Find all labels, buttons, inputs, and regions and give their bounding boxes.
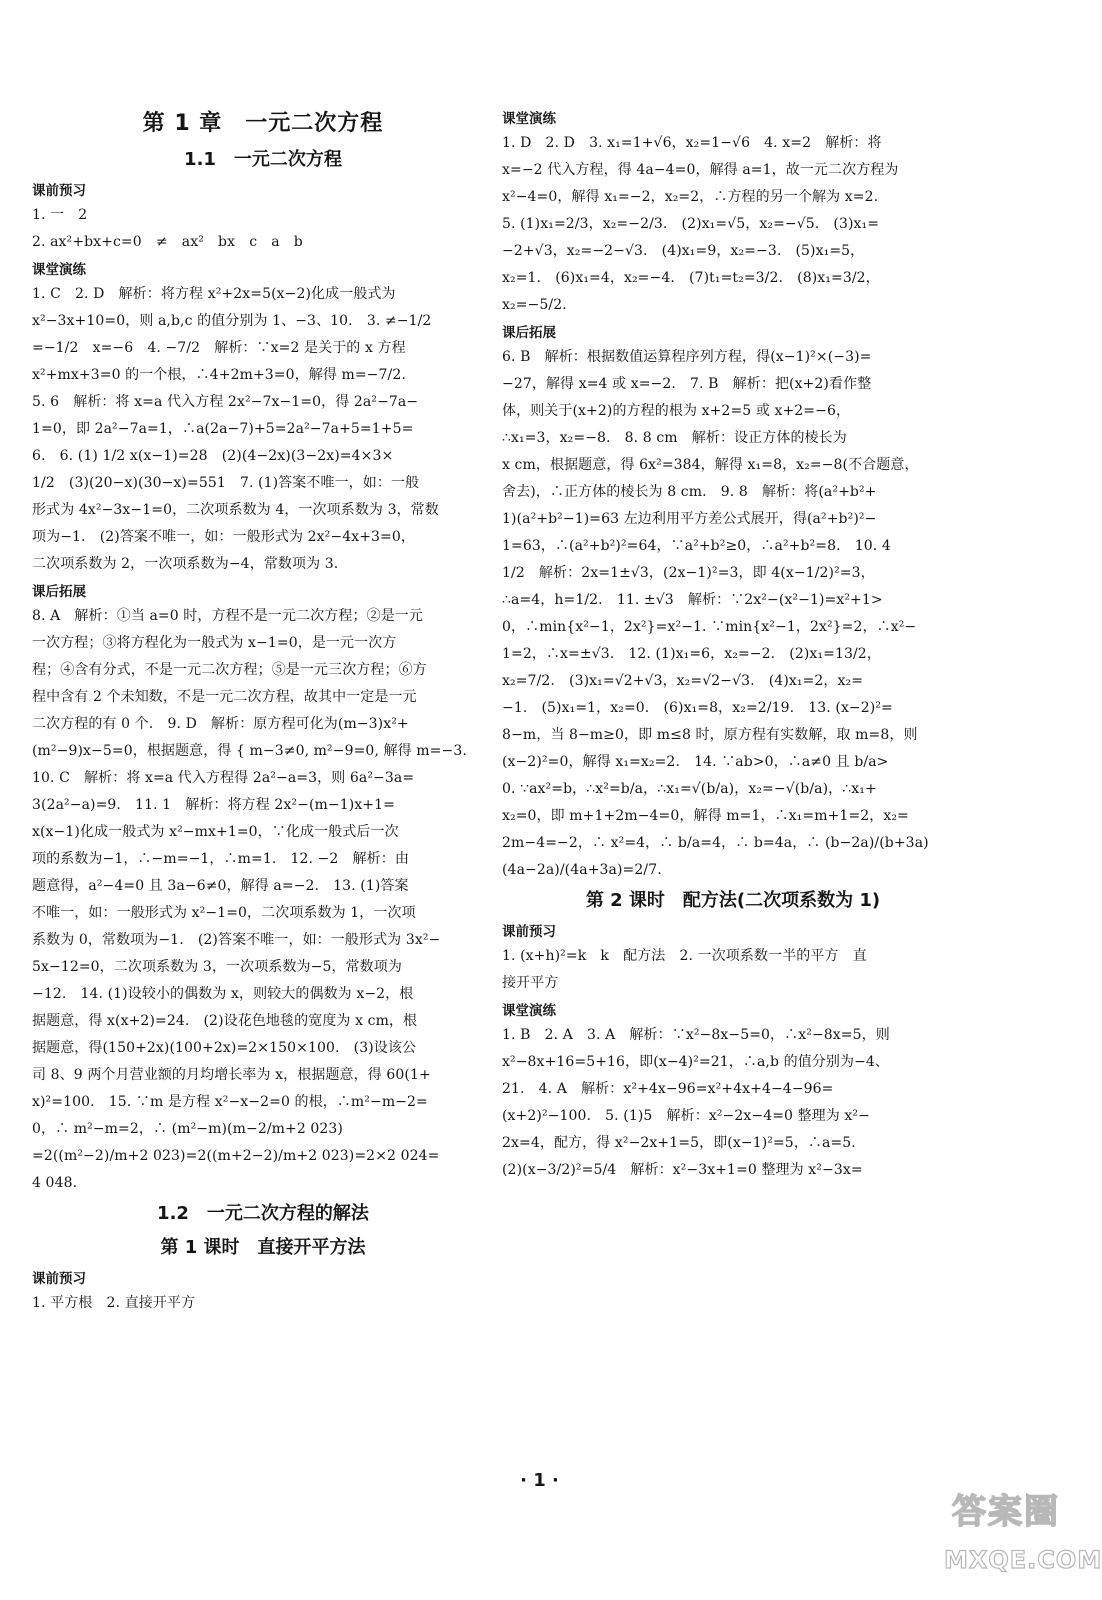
- text-line: 1. (x+h)²=k k 配方法 2. 一次项系数一半的平方 直: [502, 948, 867, 964]
- class-practice-answers-right: [502, 130, 964, 319]
- text-line: 司 8、9 两个月营业额的月均增长率为 x，根据题意，得 60(1+: [32, 1067, 431, 1083]
- text-line: 21. 4. A 解析：x²+4x−96=x²+4x+4−4−96=: [502, 1081, 834, 1097]
- pre-study-answers-right: [502, 943, 964, 997]
- chapter-title: 第 1 章 一元二次方程: [142, 111, 384, 136]
- text-line: x(x−1)化成一般式为 x²−mx+1=0，∵化成一般式后一次: [32, 824, 399, 840]
- text-line: 6. B 解析：根据数值运算程序列方程，得(x−1)²×(−3)=: [502, 349, 872, 365]
- text-line: 0，∴min{x²−1，2x²}=x²−1. ∵min{x²−1，2x²}=2，∴x²−: [502, 619, 917, 635]
- text-line: ∴a=4，h=1/2. 11. ±√3 解析：∵2x²−(x²−1)=x²+1>: [502, 592, 883, 608]
- text-line: −2+√3，x₂=−2−√3. (4)x₁=9，x₂=−3. (5)x₁=5，: [502, 243, 865, 259]
- left-column: [32, 105, 494, 1317]
- text-line: 程；④含有分式，不是一元二次方程；⑤是一元三次方程；⑥方: [32, 662, 427, 678]
- subheading-pre-study-right: 课前预习: [502, 924, 556, 940]
- class-practice-answers: [32, 281, 494, 578]
- after-class-answers: [32, 603, 494, 1197]
- text-line: 1. D 2. D 3. x₁=1+√6，x₂=1−√6 4. x=2 解析：将: [502, 135, 882, 151]
- text-line: 8−m，当 8−m≥0，即 m≤8 时，原方程有实数解，取 m=8，则: [502, 727, 918, 743]
- text-line: 5. 6 解析：将 x=a 代入方程 2x²−7x−1=0，得 2a²−7a−: [32, 394, 419, 410]
- text-line: 2. ax²+bx+c=0 ≠ ax² bx c a b: [32, 234, 303, 250]
- text-line: 二次方程的有 0 个. 9. D 解析：原方程可化为(m−3)x²+: [32, 716, 409, 732]
- page-number: · 1 ·: [520, 1470, 559, 1491]
- lesson-title-2: 第 2 课时 配方法(二次项系数为 1): [585, 890, 881, 911]
- text-line: 舍去)，∴正方体的棱长为 8 cm. 9. 8 解析：将(a²+b²+: [502, 484, 877, 500]
- text-line: x₂=−5/2.: [502, 297, 567, 313]
- text-line: x²+mx+3=0 的一个根，∴4+2m+3=0，解得 m=−7/2.: [32, 367, 406, 383]
- text-line: 据题意，得(150+2x)(100+2x)=2×150×100. (3)设该公: [32, 1040, 417, 1056]
- text-line: (x−2)²=0，解得 x₁=x₂=2. 14. ∵ab>0，∴a≠0 且 b/a>: [502, 754, 889, 770]
- text-line: x²−3x+10=0，则 a,b,c 的值分别为 1、−3、10. 3. ≠−1/2: [32, 313, 432, 329]
- text-line: x₂=7/2. (3)x₁=√2+√3，x₂=√2−√3. (4)x₁=2，x₂=: [502, 673, 864, 689]
- text-line: 0. ∵ax²=b，∴x²=b/a，∴x₁=√(b/a)，x₂=−√(b/a)，∴x₁+: [502, 781, 877, 797]
- pre-study-answers-2: [32, 1290, 494, 1317]
- pre-study-answers: [32, 202, 494, 256]
- subheading-class-practice-right: 课堂演练: [502, 111, 556, 127]
- text-line: 项的系数为−1，∴−m=−1，∴m=1. 12. −2 解析：由: [32, 851, 409, 867]
- subheading-class-practice-right-2: 课堂演练: [502, 1003, 556, 1019]
- watermark-text: 答案圈: [952, 1492, 1060, 1532]
- text-line: 1=63，∴(a²+b²)²=64，∵a²+b²≥0，∴a²+b²=8. 10. 4: [502, 538, 891, 554]
- text-line: x²−4=0，解得 x₁=−2，x₂=2，∴方程的另一个解为 x=2.: [502, 189, 879, 205]
- text-line: x₂=0，即 m+1+2m−4=0，解得 m=1，∴x₁=m+1=2，x₂=: [502, 808, 909, 824]
- after-class-answers-right: [502, 344, 964, 884]
- text-line: 不唯一，如：一般形式为 x²−1=0，二次项系数为 1，一次项: [32, 905, 416, 921]
- text-line: 项为−1. (2)答案不唯一，如：一般形式为 2x²−4x+3=0，: [32, 529, 415, 545]
- text-line: 5x−12=0，二次项系数为 3，一次项系数为−5，常数项为: [32, 959, 402, 975]
- right-column: [502, 105, 964, 1184]
- text-line: 1=0，即 2a²−7a=1，∴a(2a−7)+5=2a²−7a+5=1+5=: [32, 421, 414, 437]
- subheading-class-practice: 课堂演练: [32, 262, 86, 278]
- text-line: 1)(a²+b²−1)=63 左边利用平方差公式展开，得(a²+b²)²−: [502, 511, 877, 527]
- text-line: 题意得，a²−4=0 且 3a−6≠0，解得 a=−2. 13. (1)答案: [32, 878, 409, 894]
- text-line: 1. B 2. A 3. A 解析：∵x²−8x−5=0，∴x²−8x=5，则: [502, 1027, 890, 1043]
- text-line: 10. C 解析：将 x=a 代入方程得 2a²−a=3，则 6a²−3a=: [32, 770, 415, 786]
- text-line: x cm，根据题意，得 6x²=384，解得 x₁=8，x₂=−8(不合题意，: [502, 457, 919, 473]
- text-line: −12. 14. (1)设较小的偶数为 x，则较大的偶数为 x−2，根: [32, 986, 414, 1002]
- text-line: (2)(x−3/2)²=5/4 解析：x²−3x+1=0 整理为 x²−3x=: [502, 1162, 863, 1178]
- text-line: 系数为 0，常数项为−1. (2)答案不唯一，如：一般形式为 3x²−: [32, 932, 441, 948]
- text-line: 接开平方: [502, 975, 559, 991]
- text-line: −1. (5)x₁=1，x₂=0. (6)x₁=8，x₂=2/19. 13. (x−2)²=: [502, 700, 893, 716]
- text-line: (x+2)²−100. 5. (1)5 解析：x²−2x−4=0 整理为 x²−: [502, 1108, 870, 1124]
- text-line: 据题意，得 x(x+2)=24. (2)设花色地毯的宽度为 x cm，根: [32, 1013, 418, 1029]
- text-line: x²−8x+16=5+16，即(x−4)²=21，∴a,b 的值分别为−4、: [502, 1054, 890, 1070]
- text-line: 1=2，∴x=±√3. 12. (1)x₁=6，x₂=−2. (2)x₁=13/2，: [502, 646, 881, 662]
- section-title-1-2: 1.2 一元二次方程的解法: [157, 1203, 369, 1224]
- text-line: 4 048.: [32, 1175, 78, 1191]
- text-line: 二次项系数为 2，一次项系数为−4，常数项为 3.: [32, 556, 339, 572]
- subheading-after-class-right: 课后拓展: [502, 325, 556, 341]
- lesson-title-1: 第 1 课时 直接开平方法: [160, 1237, 366, 1258]
- text-line: 5. (1)x₁=2/3，x₂=−2/3. (2)x₁=√5，x₂=−√5. (3)x₁=: [502, 216, 880, 232]
- section-title-1-1: 1.1 一元二次方程: [184, 149, 342, 170]
- text-line: −27，解得 x=4 或 x=−2. 7. B 解析：把(x+2)看作整: [502, 376, 872, 392]
- text-line: 2m−4=−2，∴ x²=4，∴ b/a=4，∴ b=4a，∴ (b−2a)/(b+3a): [502, 835, 929, 851]
- text-line: (m²−9)x−5=0，根据题意，得 { m−3≠0, m²−9=0, 解得 m=−3.: [32, 743, 467, 759]
- subheading-after-class: 课后拓展: [32, 584, 86, 600]
- class-practice-answers-right-2: [502, 1022, 964, 1184]
- subheading-pre-study: 课前预习: [32, 183, 86, 199]
- watermark-logo: [944, 1480, 1102, 1590]
- text-line: 一次方程；③将方程化为一般式为 x−1=0，是一元一次方: [32, 635, 397, 651]
- subheading-pre-study-2: 课前预习: [32, 1271, 86, 1287]
- text-line: 1/2 (3)(20−x)(30−x)=551 7. (1)答案不唯一，如：一般: [32, 475, 420, 491]
- text-line: ∴x₁=3，x₂=−8. 8. 8 cm 解析：设正方体的棱长为: [502, 430, 847, 446]
- text-line: x=−2 代入方程，得 4a−4=0，解得 a=1，故一元二次方程为: [502, 162, 899, 178]
- text-line: =−1/2 x=−6 4. −7/2 解析：∵x=2 是关于的 x 方程: [32, 340, 406, 356]
- text-line: (4a−2a)/(4a+3a)=2/7.: [502, 862, 662, 878]
- text-line: x₂=1. (6)x₁=4，x₂=−4. (7)t₁=t₂=3/2. (8)x₁=3/2，: [502, 270, 880, 286]
- watermark-domain: MXQE.COM: [944, 1546, 1102, 1574]
- text-line: x)²=100. 15. ∵m 是方程 x²−x−2=0 的根，∴m²−m−2=: [32, 1094, 428, 1110]
- text-line: 1. C 2. D 解析：将方程 x²+2x=5(x−2)化成一般式为: [32, 286, 396, 302]
- text-line: 体，则关于(x+2)的方程的根为 x+2=5 或 x+2=−6，: [502, 403, 851, 419]
- text-line: 6. 6. (1) 1/2 x(x−1)=28 (2)(4−2x)(3−2x)=4×3×: [32, 448, 394, 464]
- text-line: 1. 平方根 2. 直接开平方: [32, 1295, 196, 1311]
- text-line: 0，∴ m²−m=2，∴ (m²−m)(m−2/m+2 023): [32, 1121, 343, 1137]
- text-line: 2x=4，配方，得 x²−2x+1=5，即(x−1)²=5，∴a=5.: [502, 1135, 856, 1151]
- text-line: 形式为 4x²−3x−1=0，二次项系数为 4，一次项系数为 3，常数: [32, 502, 439, 518]
- text-line: 3(2a²−a)=9. 11. 1 解析：将方程 2x²−(m−1)x+1=: [32, 797, 395, 813]
- text-line: 1/2 解析：2x=1±√3，(2x−1)²=3，即 4(x−1/2)²=3，: [502, 565, 875, 581]
- text-line: 1. 一 2: [32, 207, 88, 223]
- text-line: =2((m²−2)/m+2 023)=2((m+2−2)/m+2 023)=2×2 024=: [32, 1148, 440, 1164]
- text-line: 8. A 解析：①当 a=0 时，方程不是一元二次方程；②是一元: [32, 608, 424, 624]
- text-line: 程中含有 2 个未知数，不是一元二次方程，故其中一定是一元: [32, 689, 417, 705]
